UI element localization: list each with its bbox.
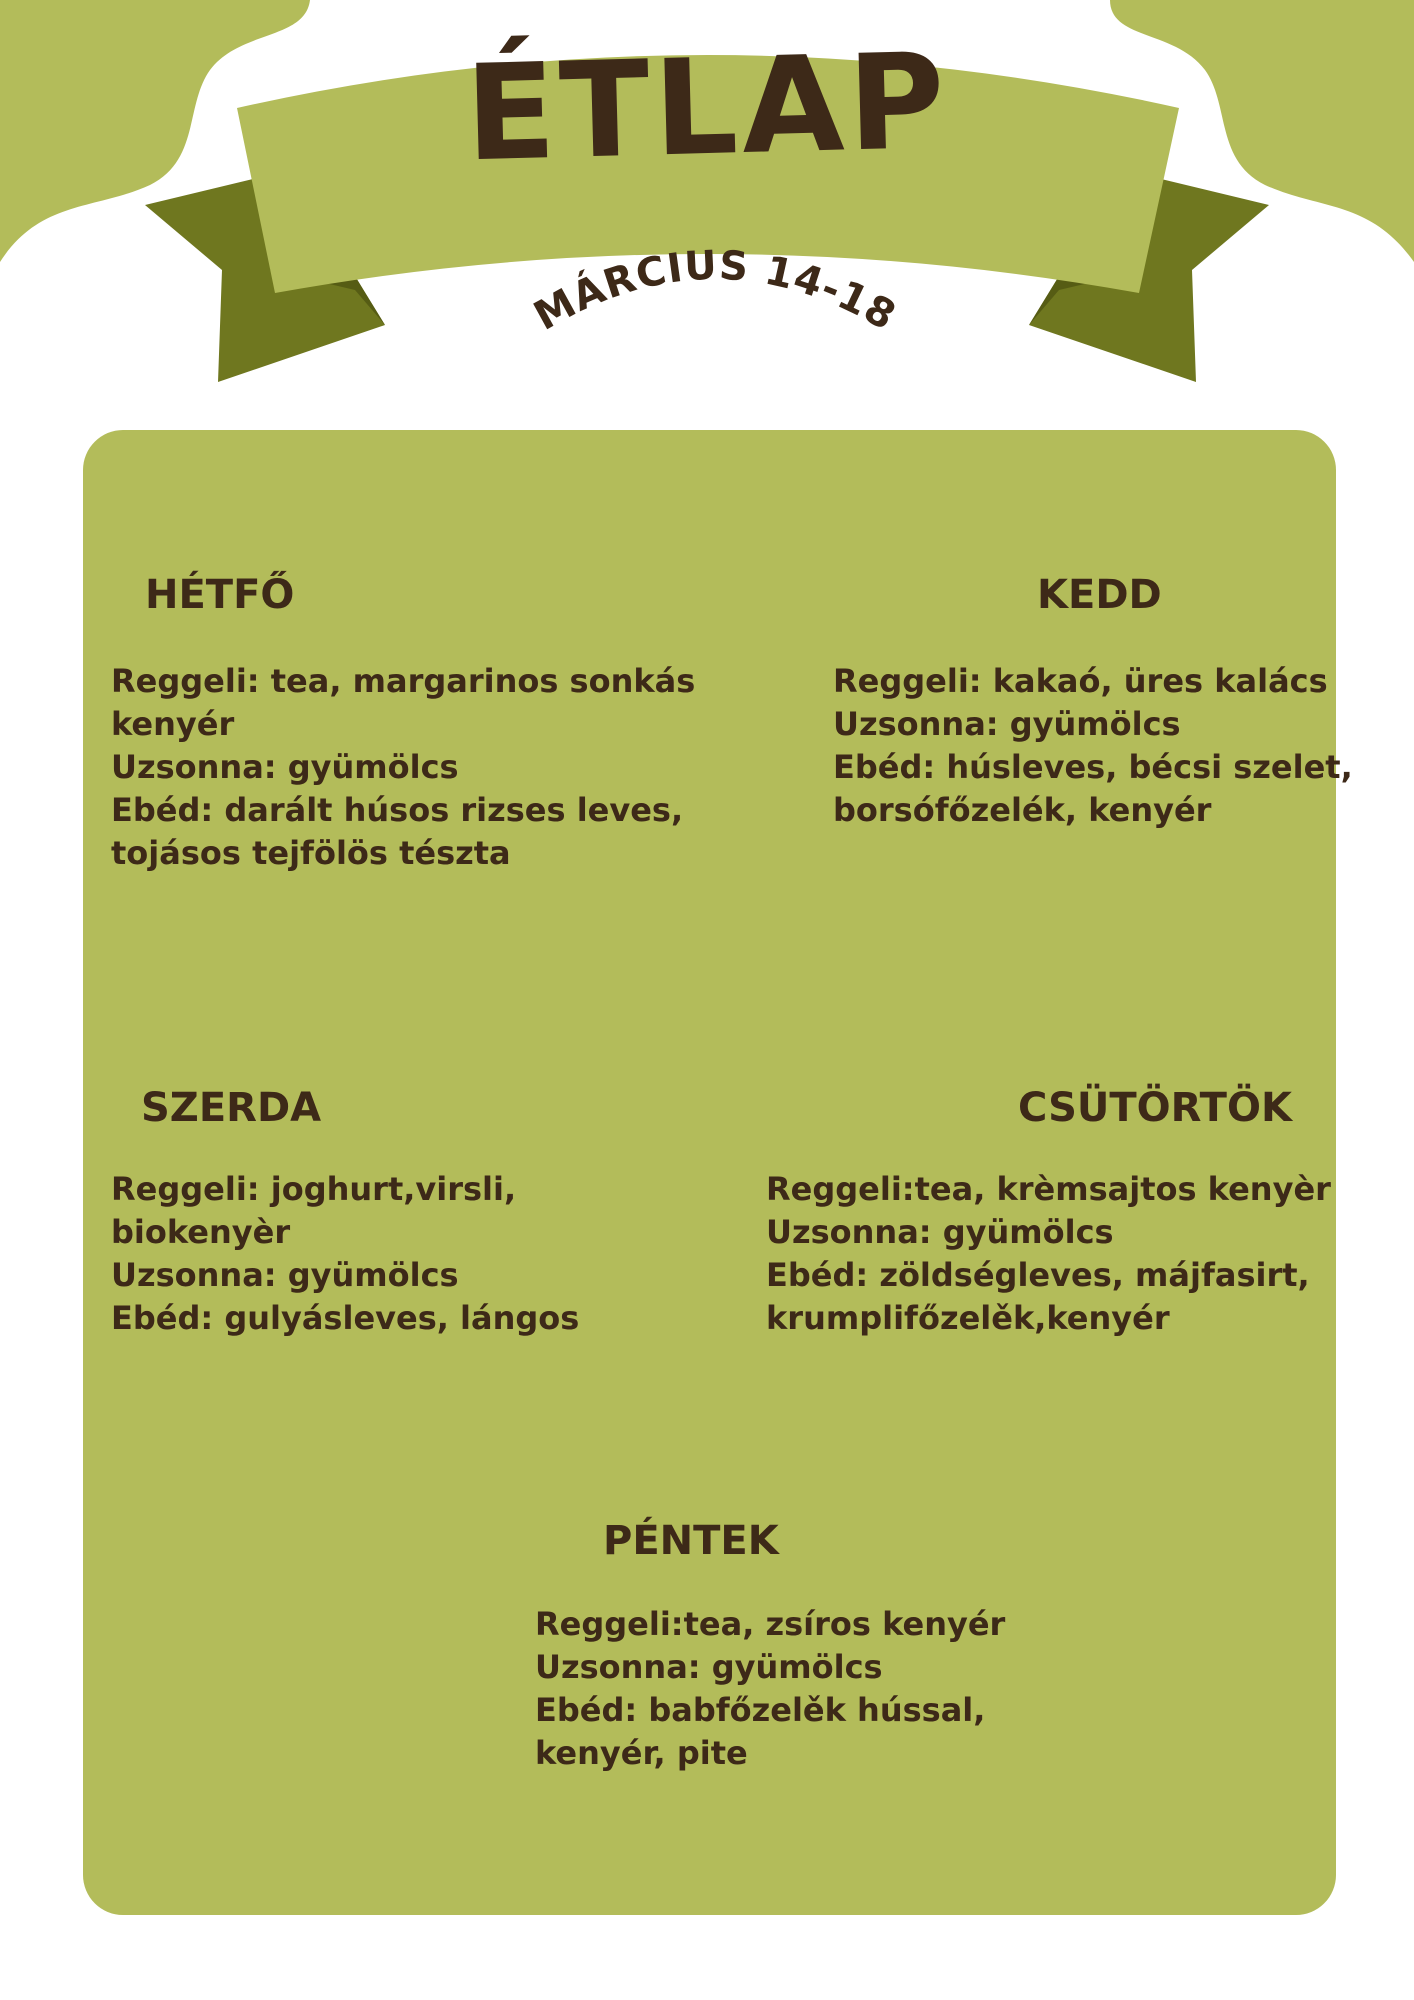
menu-line: Ebéd: babfőzelěk hússal, bbox=[535, 1691, 986, 1729]
menu-line: Uzsonna: gyümölcs bbox=[766, 1213, 1114, 1251]
friday-heading: PÉNTEK bbox=[603, 1518, 779, 1564]
menu-line: Reggeli:tea, krèmsajtos kenyèr bbox=[766, 1170, 1331, 1208]
thursday-heading: CSÜTÖRTÖK bbox=[1018, 1085, 1292, 1131]
menu-line: Reggeli:tea, zsíros kenyér bbox=[535, 1605, 1006, 1643]
menu-line: tojásos tejfölös tészta bbox=[111, 834, 511, 872]
menu-line: Reggeli: tea, margarinos sonkás bbox=[111, 662, 696, 700]
menu-line: Uzsonna: gyümölcs bbox=[535, 1648, 883, 1686]
tuesday-heading: KEDD bbox=[1037, 572, 1162, 618]
menu-line: biokenyèr bbox=[111, 1213, 291, 1251]
menu-line: Ebéd: gulyásleves, lángos bbox=[111, 1299, 580, 1337]
monday-heading: HÉTFŐ bbox=[145, 572, 295, 618]
menu-line: Ebéd: zöldségleves, májfasirt, bbox=[766, 1256, 1310, 1294]
monday-menu bbox=[111, 660, 695, 875]
friday-menu bbox=[535, 1603, 1005, 1775]
menu-line: Reggeli: joghurt,virsli, bbox=[111, 1170, 517, 1208]
menu-line: Ebéd: darált húsos rizses leves, bbox=[111, 791, 684, 829]
thursday-menu bbox=[766, 1168, 1331, 1340]
tuesday-menu bbox=[833, 660, 1353, 832]
menu-line: Uzsonna: gyümölcs bbox=[111, 1256, 459, 1294]
menu-line: kenyér bbox=[111, 705, 235, 743]
page-title: ÉTLAP bbox=[463, 24, 951, 192]
menu-line: kenyér, pite bbox=[535, 1734, 748, 1772]
menu-line: Ebéd: húsleves, bécsi szelet, bbox=[833, 748, 1353, 786]
wednesday-heading: SZERDA bbox=[141, 1085, 322, 1131]
menu-line: krumplifőzelěk,kenyér bbox=[766, 1299, 1170, 1337]
menu-line: Reggeli: kakaó, üres kalács bbox=[833, 662, 1328, 700]
wednesday-menu bbox=[111, 1168, 579, 1340]
menu-line: borsófőzelék, kenyér bbox=[833, 791, 1212, 829]
menu-line: Uzsonna: gyümölcs bbox=[833, 705, 1181, 743]
date-range: MÁRCIUS 14-18 bbox=[526, 242, 904, 340]
menu-line: Uzsonna: gyümölcs bbox=[111, 748, 459, 786]
